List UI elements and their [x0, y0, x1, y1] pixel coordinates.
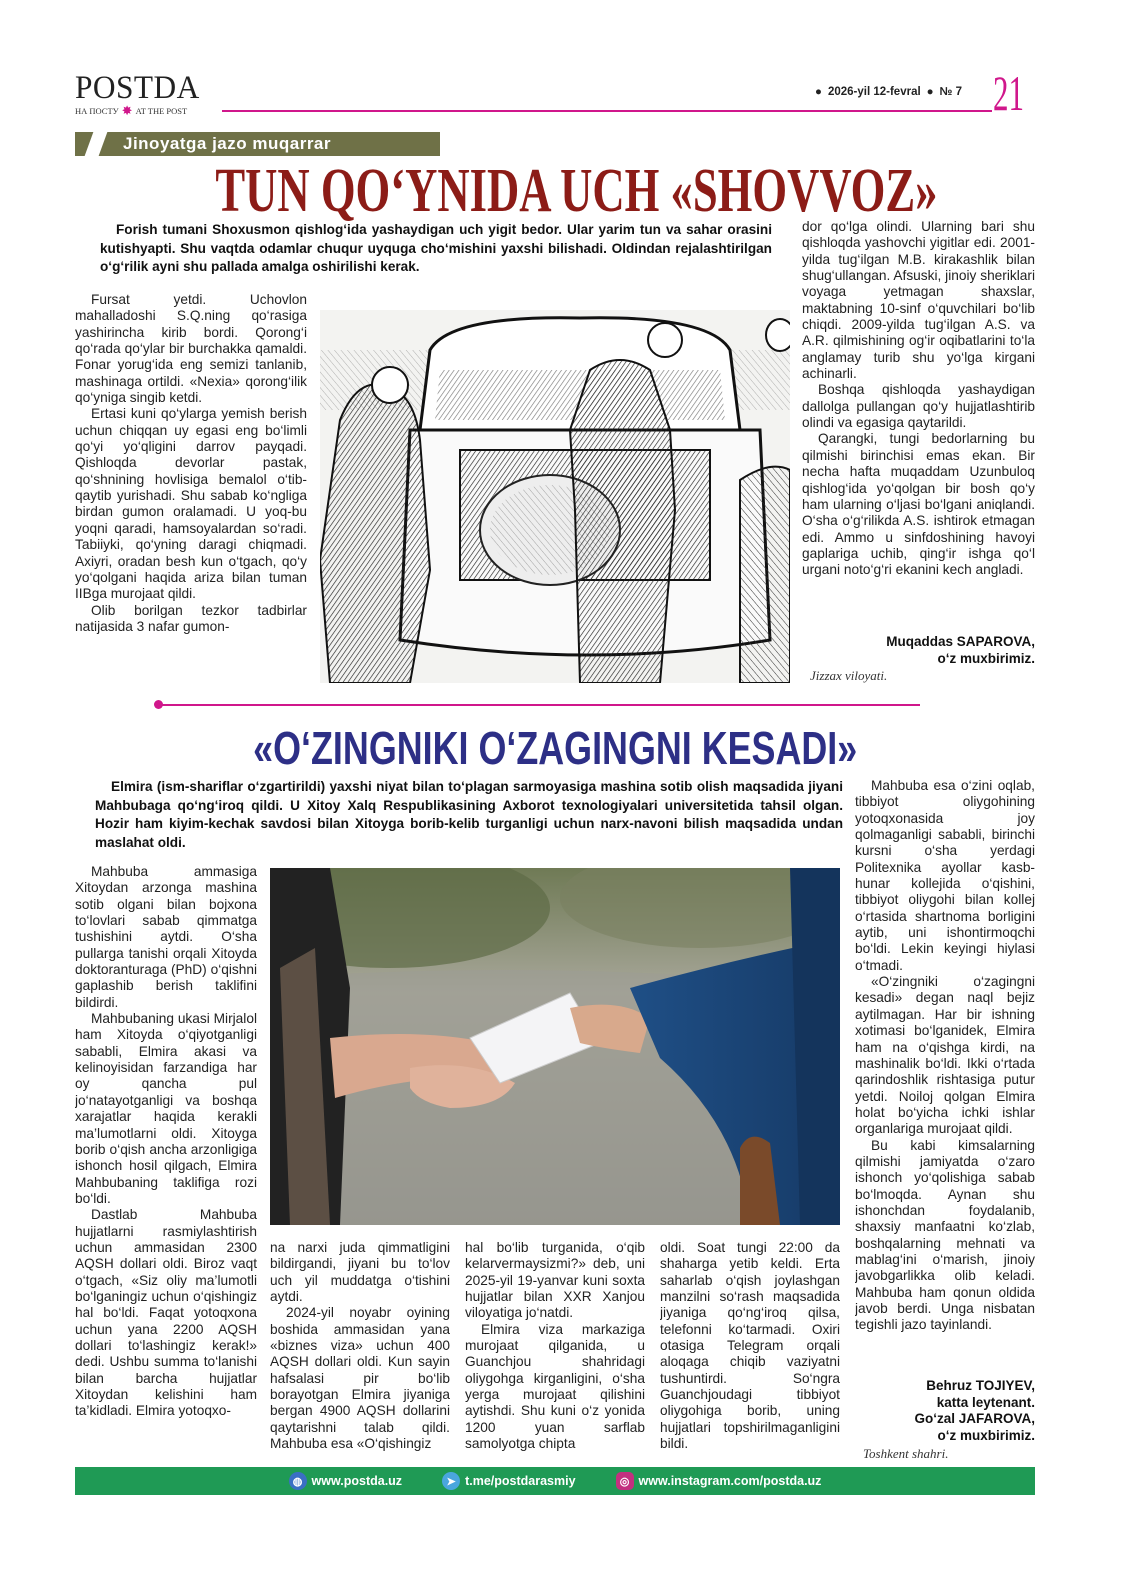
article2-column-4: [660, 1240, 840, 1466]
section-divider: [160, 704, 920, 706]
paragraph: dor qo‘lga olindi. Ularning bari shu qishloqda yashovchi yigitlar edi. 2001-yilda tug‘ilgan M.B. kirakashlik bilan shug‘ullangan. Afsuski, jinoiy sheriklari voyaga yetmagan shaxslar, maktabning 10-sinf o‘quvchilari bo‘lib chiqdi. 2009-yilda tug‘ilgan A.S. va A.R. qilmishining og‘ir oqibatlarini to‘la anglamay turib shu yo‘lga kirgani achinarli.: [802, 219, 1035, 382]
article1-column-1: [75, 292, 307, 687]
author-name: Muqaddas SAPAROVA,: [886, 634, 1035, 649]
issue-number: № 7: [939, 86, 963, 98]
bullet-icon: ●: [815, 86, 822, 98]
bullet-icon: ●: [926, 86, 934, 98]
article2-place: Toshkent shahri.: [863, 1446, 949, 1461]
issue-date: 2026-yil 12-fevral: [827, 86, 921, 98]
article2-column-3: [465, 1240, 645, 1466]
slash-decoration: [85, 132, 108, 156]
globe-icon: ◍: [289, 1472, 307, 1490]
paragraph: Bu kabi kimsalarning qilmishi jamiyatda o‘zaro ishonch yo‘qolishiga sabab bo‘lmoqda. Aynan shu ishonchdan foydalanib, shaxsiy manfaatni ko‘zlab, boshqalarning mehnati va mablag‘ini o‘marish, jinoiy javobgarlikka olib keladi. Mahbuba ham qonun oldida javob berdi. Unga nisbatan tegishli jazo tayinlandi.: [855, 1137, 1035, 1333]
article2-column-1: [75, 864, 257, 1466]
article1-column-2: [802, 219, 1035, 629]
paragraph: «O‘zingniki o‘zagingni kesadi» degan naql bejiz aytilmagan. Har bir ishning xotimasi bo‘lganidek, Elmira ham na o‘qishga kirdi, na mashinalik bo‘ldi. Ikki o‘rtada qarindoshlik rishtasiga putur yetdi. Noiloj qolgan Elmira holat bo‘yicha ichki ishlar organlariga murojaat qildi.: [855, 974, 1035, 1137]
subtitle-ru: НА ПОСТУ: [75, 106, 119, 116]
author-name: Behruz TOJIYEV,: [926, 1378, 1035, 1393]
page-number: 21: [993, 65, 1024, 121]
issue-info: [815, 86, 962, 98]
article1-lead: Forish tumani Shoxusmon qishlog‘ida yashaydigan uch yigit bedor. Ular yarim tun va sahar orasini kutishyapti. Shu vaqtda odamlar chuqur uyquga cho‘mishini yaxshi bilishadi. Oldindan rejalashtirilgan o‘g‘rilik ayni shu pallada amalga oshirilishi kerak.: [100, 222, 772, 274]
headline-text: TUN QO‘YNIDA UCH «SHOVVOZ»: [215, 157, 938, 225]
article1-byline: [802, 634, 1035, 667]
paragraph: Boshqa qishloqda yashaydigan dallolga pullangan qo‘y hujjatlashtirib olindi va egasiga qaytarildi.: [802, 382, 1035, 431]
footer-link-label: t.me/postdarasmiy: [465, 1474, 576, 1488]
paragraph: Olib borilgan tezkor tadbirlar natijasida 3 nafar gumon-: [75, 602, 307, 634]
paragraph: Dastlab Mahbuba hujjatlarni rasmiylashtirish uchun ammasidan 2300 AQSH dollari oldi. Biroz vaqt o‘tgach, «Siz oliy ma’lumotli bo‘lganingiz uchun o‘qishingiz hal bo‘ldi. Faqat yotoqxona uchun yana 2200 AQSH dollari to‘lashingiz kerak!» dedi. Ushbu summa to‘lanishi bilan barcha hujjatlar Xitoydan kelishini ham ta’kidladi. Elmira yotoqxo-: [75, 1207, 257, 1419]
paragraph: hal bo‘lib turganida, o‘qib kelarvermaysizmi?» deb, uni 2025-yil 19-yanvar kuni soxta hujjatlar bilan XXR Xanjou viloyatiga jo‘natdi.: [465, 1240, 645, 1321]
footer-link-label: www.instagram.com/postda.uz: [638, 1474, 822, 1488]
article1-illustration: [320, 310, 790, 683]
headline-text: «O‘ZINGNIKI O‘ZAGINGNI KESADI»: [252, 722, 858, 774]
author-role: o‘z muxbirimiz.: [937, 650, 1035, 666]
paragraph: 2024-yil noyabr oyining boshida ammasidan yana «biznes viza» uchun 400 AQSH dollari oldi. Kun sayin hafsalasi pir bo‘lib borayotgan Elmira jiyaniga bergan 4900 AQSH dollarini qaytarishni talab qildi. Mahbuba esa «O‘qishingiz: [270, 1305, 450, 1452]
paragraph: Mahbuba esa o‘zini oqlab, tibbiyot oliygohining yotoqxonasida joy qolmaganligi sababli, birinchi kursni o‘sha yerdagi Politexnika ayollar kasb-hunar kollejida o‘qishini, tibbiyot oliygohi bilan kollej o‘rtasida shartnoma borligini aytib, uni ishontirmoqchi bo‘ldi. Lekin keyingi hiylasi o‘tmadi.: [855, 778, 1035, 973]
paragraph: Qarangki, tungi bedorlarning bu qilmishi birinchisi emas ekan. Bir necha hafta muqaddam Uzunbuloq qishlog‘ida yo‘qolgan bir bosh qo‘y ham ularning o‘ljasi bo‘lgani aniqlandi. O‘sha o‘g‘rilikda A.S. ishtirok etmagan edi. Ammo u sinfdoshining havoyi gaplariga uchib, qing‘ir ishga qo‘l urgani noto‘g‘ri ekanini kech angladi.: [802, 431, 1035, 578]
section-rubric: [75, 132, 440, 156]
article2-lead: Elmira (ism-shariflar o‘zgartirildi) yaxshi niyat bilan to‘plagan sarmoyasiga mashina sotib olish maqsadida jiyani Mahbubaga qo‘ng‘iroq qildi. U Xitoy Xalq Respublikasining Axborot texnologiyalari universitetida tahsil olgan. Hozir ham kiyim-kechak savdosi bilan Xitoyga borib-kelib turganligi uchun narx-navoni bilish maqsadida undan maslahat oldi.: [95, 779, 843, 850]
author-role: o‘z muxbirimiz.: [937, 1427, 1035, 1443]
telegram-icon: ➤: [442, 1472, 460, 1490]
article2-photo: [270, 868, 840, 1225]
masthead-subtitle: [75, 103, 188, 118]
footer-link-instagram[interactable]: [616, 1472, 822, 1490]
author-name: Go‘zal JAFAROVA,: [914, 1411, 1035, 1426]
author-role: katta leytenant.: [936, 1394, 1035, 1410]
article2-column-2: [270, 1240, 450, 1466]
article2-column-5: [855, 778, 1035, 1364]
star-icon: ✸: [121, 103, 133, 118]
article2-headline: [75, 722, 1035, 774]
paragraph: Ertasi kuni qo‘ylarga yemish berish uchun chiqqan uy egasi eng bo‘limli qo‘yi yo‘qligini darrov payqadi. Qishloqda devorlar pastak, qo‘shnining hovlisiga bemalol o‘tib-qaytib yurishadi. Shu sabab ko‘ngliga birdan gumon oralamadi. U yoq-bu yoqni qaradi, hamsoyalardan so‘radi. Tabiiyki, qo‘yning daragi chiqmadi. Axiyri, oradan besh kun o‘tgach, qo‘y yo‘qolgani haqida ariza bilan tuman IIBga murojaat qildi.: [75, 406, 307, 602]
rubric-label: Jinoyatga jazo muqarrar: [123, 134, 332, 153]
article1-headline: [75, 157, 1035, 225]
footer-bar: [75, 1467, 1035, 1495]
paragraph: Mahbubaning ukasi Mirjalol ham Xitoyda o‘qiyotganligi sababli, Elmira akasi va kelinoyisidan farzandiga har oy qancha pul jo‘natayotganligi va boshqa xarajatlar haqida kerakli ma’lumotlarni oldi. Xitoyga borib o‘qish ancha arzonligiga ishonch hosil qilgach, Elmira Mahbubaning taklifiga rozi bo‘ldi.: [75, 1011, 257, 1206]
instagram-icon: ◎: [616, 1472, 634, 1490]
article1-place: Jizzax viloyati.: [810, 668, 888, 683]
paragraph: Elmira viza markaziga murojaat qilganida, u Guanchjou shahridagi oliygohga kirganligini, o‘sha yerga murojaat qilishini aytishdi. Shu kuni o‘z yonida 1200 yuan sarflab samolyotga chipta: [465, 1321, 645, 1452]
footer-link-label: www.postda.uz: [311, 1474, 403, 1488]
article2-byline: [855, 1378, 1035, 1444]
header-rule: [222, 110, 992, 112]
footer-link-telegram[interactable]: [442, 1472, 575, 1490]
paragraph: oldi. Soat tungi 22:00 da shaharga yetib keldi. Erta saharlab o‘qish joylashgan manzilni so‘rash maqsadida jiyaniga qo‘ng‘iroq qilsa, telefonni ko‘tarmadi. Oxiri otasiga Telegram orqali aloqaga chiqib vaziyatni tushuntirdi. So‘ngra Guanchjoudagi tibbiyot oliygohiga borib, uning hujjatlari topshirilmaganligini bildi.: [660, 1240, 840, 1452]
divider-dot: [154, 700, 163, 709]
paragraph: Mahbuba ammasiga Xitoydan arzonga mashina sotib olgani bilan bojxona to‘lovlari sabab qimmatga tushishini aytdi. O‘sha pullarga tanishi orqali Xitoyda doktoranturaga (PhD) o‘qishni gaplashib berish taklifini bildirdi.: [75, 864, 257, 1010]
masthead-logo: POSTDA: [75, 70, 200, 106]
paragraph: Fursat yetdi. Uchovlon mahalladoshi S.Q.ning qo‘rasiga yashirincha kirib bordi. Qorong‘i qo‘rada qo‘ylar bir burchakka qamaldi. Fonar yorug‘ida eng semizi tanlanib, mashinaga ortildi. «Nexia» qorong‘ilik qo‘yniga singib ketdi.: [75, 292, 307, 406]
footer-link-website[interactable]: [289, 1472, 403, 1490]
paragraph: na narxi juda qimmatligini bildirgandi, jiyani bu to‘lov uch yil muddatga o‘tishini aytdi.: [270, 1240, 450, 1305]
subtitle-en: AT THE POST: [135, 106, 188, 116]
